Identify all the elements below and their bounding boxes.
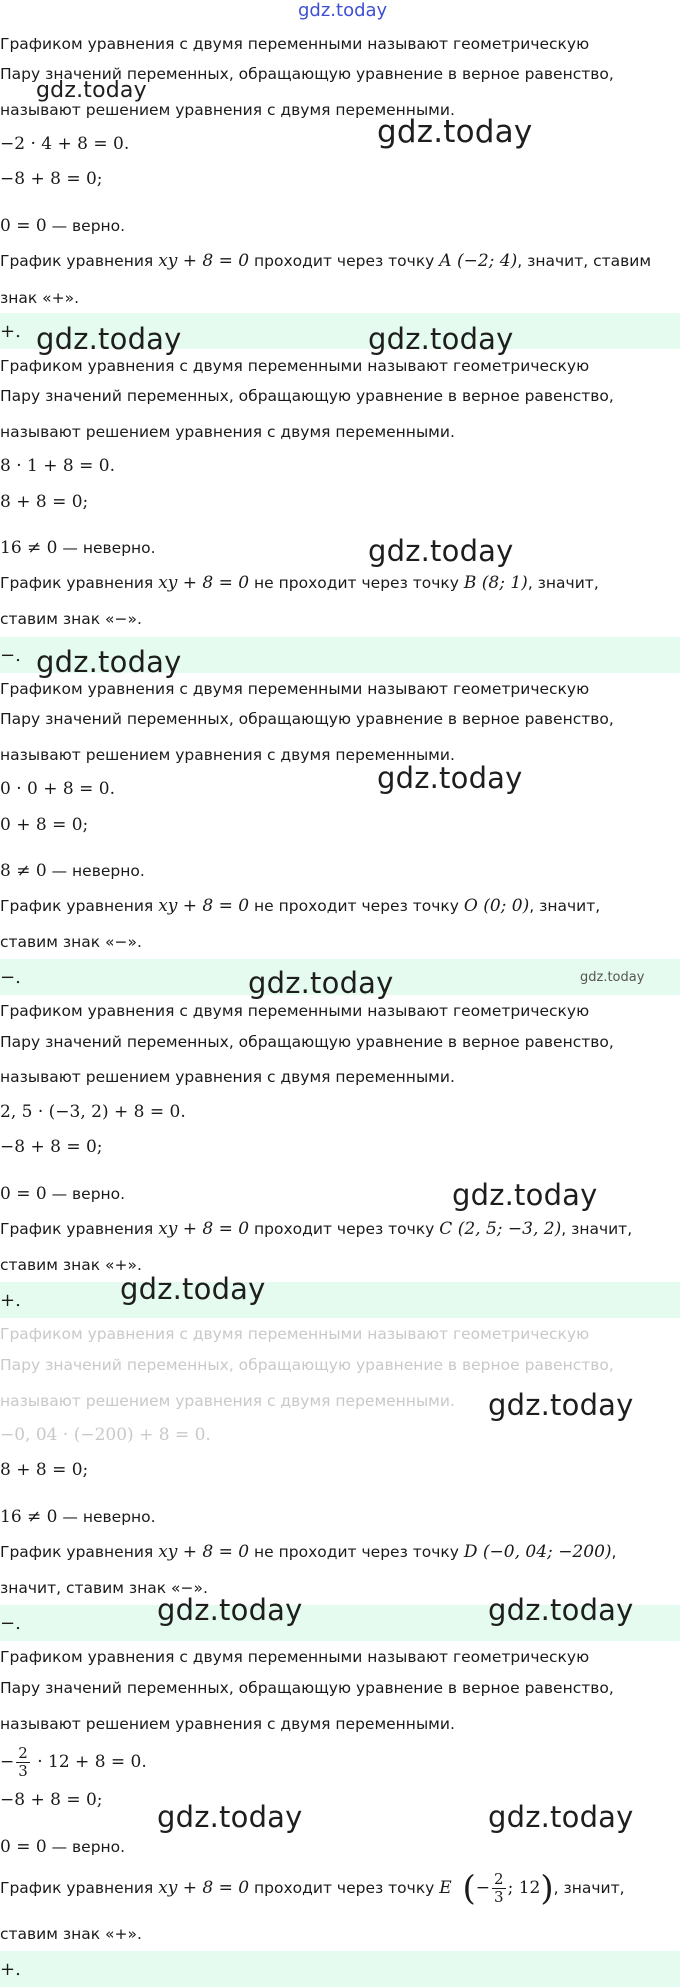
answer-box	[0, 1282, 680, 1318]
point-fraction	[492, 1872, 506, 1905]
conclusion-suffix: , значит,	[529, 897, 601, 915]
watermark: gdz.today	[488, 1800, 634, 1834]
conclusion-suffix: , значит,	[561, 1220, 633, 1238]
watermark: gdz.today	[488, 1593, 634, 1627]
conclusion-verb: не проходит через точку	[249, 1543, 464, 1561]
definition-text: Пару значений переменных, обращающую уравнение в верное равенство,	[0, 1033, 614, 1051]
answer-sign: +.	[0, 1959, 21, 1980]
conclusion-prefix: График уравнения	[0, 1543, 159, 1561]
conclusion-verb: проходит через точку	[249, 1220, 440, 1238]
equation: xy + 8 = 0	[158, 1878, 250, 1898]
calculation-line: 0 + 8 = 0;	[0, 815, 89, 835]
calculation-result	[0, 1183, 125, 1205]
result-math: 16 ≠ 0	[0, 1507, 58, 1527]
calculation-line: −8 + 8 = 0;	[0, 1790, 103, 1810]
minus-sign: −	[0, 1752, 15, 1772]
paren-close: )	[540, 1868, 554, 1909]
watermark: gdz.today	[120, 1272, 266, 1306]
answer-sign: −.	[0, 645, 21, 666]
watermark: gdz.today	[488, 1388, 634, 1422]
calculation-line-fraction	[0, 1742, 147, 1782]
watermark: gdz.today	[157, 1593, 303, 1627]
denominator: 3	[18, 1762, 28, 1780]
calculation-line: 2, 5 · (−3, 2) + 8 = 0.	[0, 1102, 186, 1122]
watermark-top: gdz.today	[298, 0, 388, 21]
result-math: 0 = 0	[0, 216, 47, 236]
point: D (−0, 04; −200)	[463, 1542, 612, 1562]
result-math: 0 = 0	[0, 1184, 47, 1204]
conclusion-line-2: ставим знак «+».	[0, 1925, 142, 1943]
conclusion-suffix: , значит,	[527, 574, 599, 592]
equation: xy + 8 = 0	[158, 1219, 250, 1239]
equation: xy + 8 = 0	[158, 573, 250, 593]
watermark: gdz.today	[157, 1800, 303, 1834]
definition-text: Графиком уравнения с двумя переменными называют геометрическую	[0, 357, 590, 375]
conclusion-line	[0, 250, 651, 272]
definition-text: Графиком уравнения с двумя переменными называют геометрическую	[0, 680, 590, 698]
conclusion-line	[0, 1541, 616, 1563]
watermark: gdz.today	[36, 645, 182, 679]
conclusion-line	[0, 895, 600, 917]
conclusion-line-2: значит, ставим знак «−».	[0, 1579, 208, 1597]
paren-open: (	[451, 1868, 476, 1909]
point-letter: E	[439, 1878, 452, 1898]
point-minus: −	[475, 1878, 491, 1898]
calculation-result	[0, 1506, 156, 1528]
calculation-line: 8 · 1 + 8 = 0.	[0, 456, 115, 476]
equation: xy + 8 = 0	[158, 1542, 250, 1562]
numerator: 2	[494, 1870, 504, 1888]
result-math: 8 ≠ 0	[0, 861, 47, 881]
answer-sign: −.	[0, 967, 21, 988]
watermark-small: gdz.today	[580, 970, 645, 985]
denominator: 3	[494, 1888, 504, 1906]
definition-text: называют решением уравнения с двумя переменными.	[0, 423, 455, 441]
point: O (0; 0)	[463, 896, 530, 916]
calculation-line: −8 + 8 = 0;	[0, 1137, 103, 1157]
calculation-line: −2 · 4 + 8 = 0.	[0, 134, 130, 154]
numerator: 2	[18, 1744, 28, 1762]
conclusion-prefix: График уравнения	[0, 1220, 159, 1238]
fraction	[16, 1746, 30, 1779]
watermark: gdz.today	[377, 761, 523, 795]
point: A (−2; 4)	[439, 251, 518, 271]
definition-text: Пару значений переменных, обращающую уравнение в верное равенство,	[0, 387, 614, 405]
equation: xy + 8 = 0	[158, 251, 250, 271]
conclusion-line	[0, 1218, 632, 1240]
answer-box	[0, 1951, 680, 1987]
calculation-line: 0 · 0 + 8 = 0.	[0, 779, 115, 799]
conclusion-verb: проходит через точку	[249, 252, 440, 270]
conclusion-prefix: График уравнения	[0, 574, 159, 592]
conclusion-prefix: График уравнения	[0, 252, 159, 270]
calculation-result	[0, 1836, 125, 1858]
result-text: — неверно.	[57, 539, 156, 557]
point: C (2, 5; −3, 2)	[439, 1219, 562, 1239]
watermark: gdz.today	[452, 1178, 598, 1212]
watermark: gdz.today	[36, 78, 147, 103]
conclusion-line	[0, 572, 599, 594]
definition-text: называют решением уравнения с двумя переменными.	[0, 101, 455, 119]
definition-text: Пару значений переменных, обращающую уравнение в верное равенство,	[0, 710, 614, 728]
calculation-line: −0, 04 · (−200) + 8 = 0.	[0, 1425, 211, 1445]
conclusion-verb: не проходит через точку	[249, 897, 464, 915]
result-text: — верно.	[46, 1838, 126, 1856]
watermark: gdz.today	[368, 534, 514, 568]
calculation-result	[0, 537, 156, 559]
conclusion-suffix: , значит,	[553, 1879, 625, 1897]
calculation-line: 8 + 8 = 0;	[0, 1460, 89, 1480]
calculation-result	[0, 215, 125, 237]
conclusion-prefix: График уравнения	[0, 1879, 159, 1897]
conclusion-line-2: ставим знак «−».	[0, 933, 142, 951]
watermark: gdz.today	[248, 966, 394, 1000]
equation: xy + 8 = 0	[158, 896, 250, 916]
answer-sign: +.	[0, 1290, 21, 1311]
watermark: gdz.today	[377, 114, 533, 150]
answer-sign: −.	[0, 1613, 21, 1634]
definition-text: называют решением уравнения с двумя переменными.	[0, 1068, 455, 1086]
result-text: — неверно.	[57, 1508, 156, 1526]
conclusion-line-2: ставим знак «+».	[0, 1256, 142, 1274]
result-text: — верно.	[46, 217, 126, 235]
result-math: 0 = 0	[0, 1837, 47, 1857]
conclusion-line-2: знак «+».	[0, 289, 80, 307]
definition-text: Пару значений переменных, обращающую уравнение в верное равенство,	[0, 1356, 614, 1374]
result-text: — неверно.	[46, 862, 145, 880]
conclusion-line	[0, 1868, 625, 1908]
watermark: gdz.today	[368, 322, 514, 356]
result-text: — верно.	[46, 1185, 126, 1203]
definition-text: Графиком уравнения с двумя переменными называют геометрическую	[0, 1002, 590, 1020]
conclusion-prefix: График уравнения	[0, 897, 159, 915]
point-rest: ; 12	[507, 1878, 541, 1898]
conclusion-verb: не проходит через точку	[249, 574, 464, 592]
calculation-line: 8 + 8 = 0;	[0, 492, 89, 512]
definition-text: Графиком уравнения с двумя переменными называют геометрическую	[0, 35, 590, 53]
definition-text: называют решением уравнения с двумя переменными.	[0, 746, 455, 764]
definition-text: Графиком уравнения с двумя переменными называют геометрическую	[0, 1325, 590, 1343]
calc-rest: · 12 + 8 = 0.	[31, 1752, 147, 1772]
definition-text: Графиком уравнения с двумя переменными называют геометрическую	[0, 1648, 590, 1666]
calculation-result	[0, 860, 145, 882]
definition-text: Пару значений переменных, обращающую уравнение в верное равенство,	[0, 65, 614, 83]
conclusion-suffix: , значит, ставим	[517, 252, 652, 270]
answer-sign: +.	[0, 321, 21, 342]
calculation-line: −8 + 8 = 0;	[0, 169, 103, 189]
conclusion-verb: проходит через точку	[249, 1879, 440, 1897]
result-math: 16 ≠ 0	[0, 538, 58, 558]
definition-text: называют решением уравнения с двумя переменными.	[0, 1392, 455, 1410]
definition-text: Пару значений переменных, обращающую уравнение в верное равенство,	[0, 1679, 614, 1697]
conclusion-suffix: ,	[611, 1543, 617, 1561]
watermark: gdz.today	[36, 322, 182, 356]
definition-text: называют решением уравнения с двумя переменными.	[0, 1715, 455, 1733]
point: B (8; 1)	[463, 573, 528, 593]
conclusion-line-2: ставим знак «−».	[0, 610, 142, 628]
